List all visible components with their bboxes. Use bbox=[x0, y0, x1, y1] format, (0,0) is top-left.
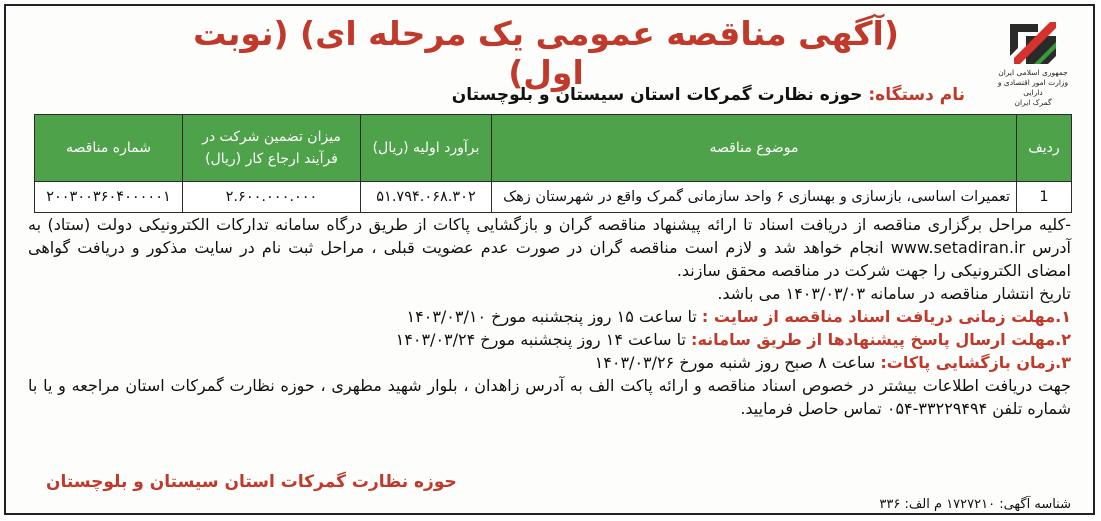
cell-guarantee: ۲.۶۰۰.۰۰۰.۰۰۰ bbox=[183, 182, 361, 213]
logo-caption-line: وزارت امور اقتصادی و دارایی bbox=[997, 78, 1069, 97]
ad-identifier: شناسه آگهی: ۱۷۲۷۲۱۰ م الف: ۳۳۶ bbox=[879, 497, 1071, 512]
deadline-item bbox=[28, 328, 1071, 351]
organization-line bbox=[452, 85, 965, 105]
notice-body bbox=[28, 213, 1071, 420]
deadline-label: ۳.زمان بازگشایی پاکات: bbox=[880, 353, 1071, 372]
publish-date: تاریخ انتشار مناقصه در سامانه ۱۴۰۳/۰۳/۰۳ می باشد. bbox=[717, 284, 1071, 303]
footer-organization: حوزه نظارت گمرکات استان سیستان و بلوچستان bbox=[46, 472, 457, 492]
cell-estimate: ۵۱.۷۹۴.۰۶۸.۳۰۲ bbox=[361, 182, 492, 213]
tender-notice bbox=[4, 4, 1095, 515]
header-guarantee: میزان تضمین شرکت در فرآیند ارجاع کار (ریال) bbox=[183, 115, 361, 182]
cell-tender-number: ۲۰۰۳۰۰۳۶۰۴۰۰۰۰۰۱ bbox=[35, 182, 183, 213]
cell-row-number: 1 bbox=[1017, 182, 1072, 213]
header-row-number: ردیف bbox=[1017, 115, 1072, 182]
header-tender-number: شماره مناقصه bbox=[35, 115, 183, 182]
header-subject: موضوع مناقصه bbox=[492, 115, 1017, 182]
table-header-row bbox=[35, 115, 1072, 182]
procedure-paragraph: -کلیه مراحل برگزاری مناقصه از دریافت اسناد تا ارائه پیشنهاد مناقصه گران و بازگشایی پاکات از طریق درگاه سامانه تدارکات الکترونیکی دولت (ستاد) به آدرس www.setadiran.ir انجام خواهد شد و لازم است مناقصه گران در صورت عدم عضویت قبلی ، مراحل ثبت نام در سایت مذکور و دریافت گواهی امضای الکترونیکی را جهت شرکت در مناقصه محقق سازند. bbox=[28, 215, 1072, 280]
customs-logo bbox=[987, 14, 1079, 107]
customs-emblem-icon bbox=[1004, 14, 1062, 66]
deadline-label: ۲.مهلت ارسال پاسخ پیشنهادها از طریق سامانه: bbox=[691, 330, 1071, 349]
logo-caption-line: گمرک ایران bbox=[1014, 98, 1052, 107]
deadline-value: ساعت ۸ صبح روز شنبه مورخ ۱۴۰۳/۰۳/۲۶ bbox=[594, 353, 881, 372]
deadline-label: ۱.مهلت زمانی دریافت اسناد مناقصه از سایت : bbox=[701, 307, 1071, 326]
deadline-item bbox=[28, 305, 1071, 328]
table-row bbox=[35, 182, 1072, 213]
deadline-item bbox=[28, 351, 1071, 374]
organization-label: نام دستگاه: bbox=[868, 85, 965, 105]
header-estimate: برآورد اولیه (ریال) bbox=[361, 115, 492, 182]
logo-caption-line: جمهوری اسلامی ایران bbox=[998, 68, 1068, 77]
deadline-value: تا ساعت ۱۴ روز پنجشنبه مورخ ۱۴۰۳/۰۳/۲۴ bbox=[395, 330, 692, 349]
contact-paragraph: جهت دریافت اطلاعات بیشتر در خصوص اسناد مناقصه و ارائه پاکت الف به آدرس زاهدان ، بلوار شهید مطهری ، حوزه نظارت گمرکات استان مراجعه و یا با شماره تلفن ۳۳۲۲۹۴۹۴-۰۵۴ تماس حاصل فرمایید. bbox=[28, 376, 1071, 418]
organization-name: حوزه نظارت گمرکات استان سیستان و بلوچستان bbox=[451, 85, 863, 105]
cell-subject: تعمیرات اساسی، بازسازی و بهسازی ۶ واحد سازمانی گمرک واقع در شهرستان زهک bbox=[492, 182, 1017, 213]
deadline-value: تا ساعت ۱۵ روز پنجشنبه مورخ ۱۴۰۳/۰۳/۱۰ bbox=[406, 307, 702, 326]
notice-title: (آگهی مناقصه عمومی یک مرحله ای) (نوبت اول) bbox=[193, 14, 899, 92]
tender-table bbox=[34, 114, 1072, 213]
